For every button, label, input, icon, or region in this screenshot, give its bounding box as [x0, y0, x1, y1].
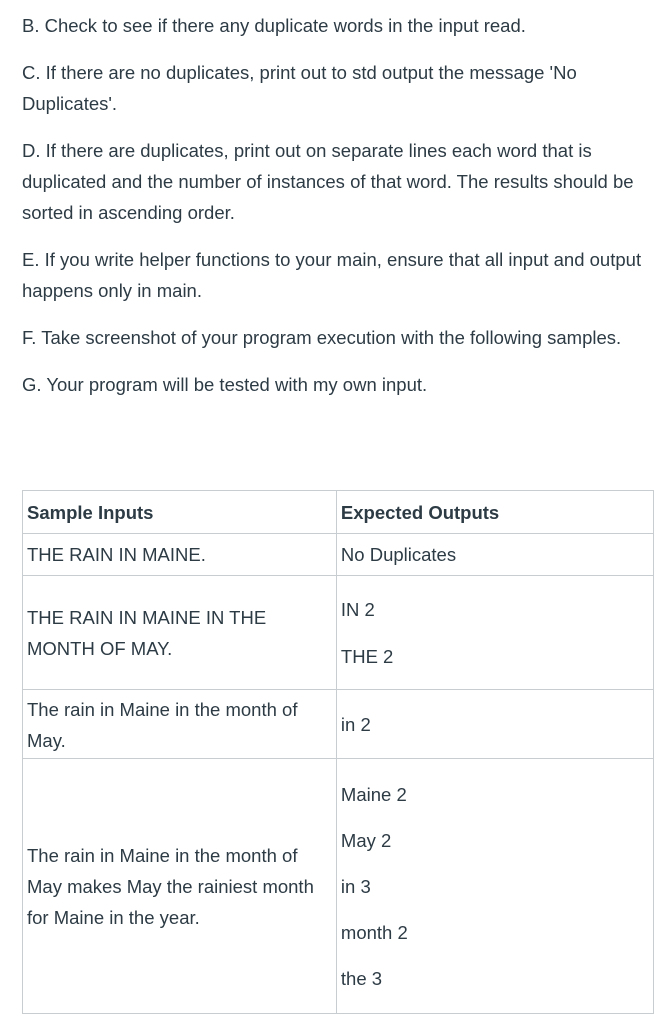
expected-output-cell: [336, 576, 653, 690]
table-row: [23, 690, 654, 759]
expected-output-cell: [336, 690, 653, 759]
expected-output-line: in 2: [340, 714, 371, 735]
instruction-g: G. Your program will be tested with my own input.: [22, 374, 428, 395]
sample-input-cell: The rain in Maine in the month of May.: [23, 690, 337, 759]
expected-output-line: Maine 2: [340, 783, 407, 805]
samples-table: [22, 490, 654, 1014]
expected-output-line: IN 2: [340, 598, 375, 620]
expected-output-line: in 3: [340, 875, 371, 897]
sample-input-cell: The rain in Maine in the month of May makes May the rainiest month for Maine in the year.: [23, 759, 337, 1014]
expected-output-cell: [336, 759, 653, 1014]
instruction-c: C. If there are no duplicates, print out to std output the message 'No Duplicates'.: [22, 62, 577, 114]
instruction-e: E. If you write helper functions to your main, ensure that all input and output happens only in main.: [22, 249, 642, 301]
header-sample-inputs: Sample Inputs: [23, 491, 337, 534]
table-row: [23, 576, 654, 690]
expected-output-cell: [336, 534, 653, 576]
table-row: [23, 534, 654, 576]
instructions-section: [22, 10, 656, 416]
expected-output-line: THE 2: [340, 645, 394, 667]
expected-output-line: May 2: [340, 829, 392, 851]
expected-output-line: month 2: [340, 921, 408, 943]
header-expected-outputs: Expected Outputs: [336, 491, 653, 534]
expected-output-line: the 3: [340, 967, 383, 989]
sample-input-cell: THE RAIN IN MAINE IN THE MONTH OF MAY.: [23, 576, 337, 690]
table-row: [23, 759, 654, 1014]
table-header-row: [23, 491, 654, 534]
expected-output-line: No Duplicates: [340, 544, 457, 565]
instruction-d: D. If there are duplicates, print out on separate lines each word that is duplicated and the number of instances of that word. The results should be sorted in ascending order.: [22, 140, 634, 223]
sample-input-cell: THE RAIN IN MAINE.: [23, 534, 337, 576]
instruction-b: B. Check to see if there any duplicate words in the input read.: [22, 15, 526, 36]
instruction-f: F. Take screenshot of your program execution with the following samples.: [22, 327, 622, 348]
